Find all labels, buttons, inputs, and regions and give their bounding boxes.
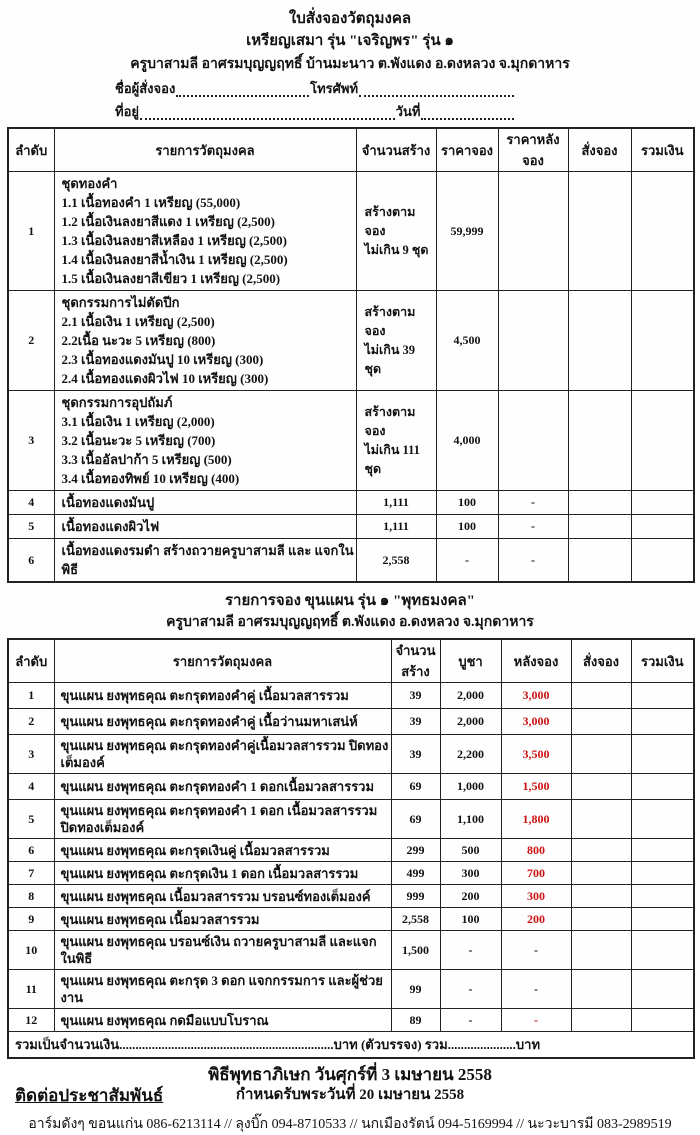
row-number-cell: 6: [8, 539, 54, 583]
item-line: ชุดกรรมการไม่ตัดปีก: [61, 295, 180, 310]
total-blank-cell: [631, 291, 694, 391]
order-blank-cell: [568, 172, 631, 291]
total-blank-cell: [631, 800, 694, 839]
quantity-cell: [356, 291, 436, 391]
item-line: เนื้อทองแดงรมดำ สร้างถวายครูบาสามลี และ แจกในพิธี: [61, 543, 354, 577]
order-blank-cell: [571, 735, 631, 774]
worship-price-cell: 2,200: [440, 735, 501, 774]
column-header: จำนวนสร้าง: [356, 128, 436, 172]
after-booking-price-cell: 3,000: [501, 709, 571, 735]
total-blank-cell: [631, 908, 694, 931]
contact-heading: ติดต่อประชาสัมพันธ์: [15, 1086, 164, 1105]
item-line: 3.4 เนื้อทองทิพย์ 10 เหรียญ (400): [61, 471, 240, 486]
after-booking-price-cell: 700: [501, 862, 571, 885]
after-booking-price-cell: 200: [501, 908, 571, 931]
table-row: [8, 391, 694, 491]
table-row: [8, 291, 694, 391]
address-label: ที่อยู่: [115, 104, 139, 119]
column-header: ราคาจอง: [436, 128, 498, 172]
quantity-cell: [356, 515, 436, 539]
item-cell: [54, 172, 356, 291]
quantity-line: สร้างตามจอง: [364, 204, 416, 238]
total-blank-cell: [631, 931, 694, 970]
item-cell: [54, 539, 356, 583]
row-number-cell: 2: [8, 291, 54, 391]
worship-price-cell: -: [440, 1009, 501, 1032]
table1-header: [8, 128, 694, 172]
quantity-cell: 1,500: [391, 931, 440, 970]
row-number-cell: 4: [8, 491, 54, 515]
order-blank-cell: [571, 683, 631, 709]
total-blank-cell: [631, 491, 694, 515]
quantity-line: 1,111: [383, 495, 409, 509]
total-blank-cell: [631, 839, 694, 862]
worship-price-cell: 300: [440, 862, 501, 885]
footer-section: [0, 1064, 700, 1135]
booking-price-cell: 4,500: [436, 291, 498, 391]
order-blank-cell: [571, 862, 631, 885]
item-line: 1.4 เนื้อเงินลงยาสีน้ำเงิน 1 เหรียญ (2,500): [61, 252, 288, 267]
ceremony-date-line: พิธีพุทธาภิเษก วันศุกร์ที่ 3 เมษายน 2558: [208, 1065, 492, 1084]
column-header: รายการวัตถุมงคล: [54, 639, 391, 683]
quantity-line: สร้างตามจอง: [364, 404, 416, 438]
after-booking-price-cell: -: [501, 970, 571, 1009]
column-header: รวมเงิน: [631, 639, 694, 683]
table-row: [8, 970, 694, 1009]
sum-row: [8, 1032, 694, 1059]
item-cell: ขุนแผน ยงพุทธคุณ กดมือแบบโบราณ: [54, 1009, 391, 1032]
row-number-cell: 10: [8, 931, 54, 970]
table-row: [8, 709, 694, 735]
item-line: 3.1 เนื้อเงิน 1 เหรียญ (2,000): [61, 414, 215, 429]
name-label: ชื่อผู้สั่งจอง: [115, 81, 176, 96]
quantity-cell: [356, 539, 436, 583]
row-number-cell: 11: [8, 970, 54, 1009]
after-booking-price-cell: 3,500: [501, 735, 571, 774]
after-booking-price-cell: -: [501, 1009, 571, 1032]
item-line: เนื้อทองแดงมันปู: [61, 495, 155, 510]
table-row: [8, 885, 694, 908]
order-blank-cell: [571, 908, 631, 931]
quantity-cell: 69: [391, 800, 440, 839]
total-blank-cell: [631, 970, 694, 1009]
order-blank-cell: [571, 839, 631, 862]
table2-body: [8, 683, 694, 1059]
table-row: [8, 491, 694, 515]
row-number-cell: 5: [8, 800, 54, 839]
order-blank-cell: [568, 539, 631, 583]
worship-price-cell: 2,000: [440, 683, 501, 709]
table-row: [8, 862, 694, 885]
item-cell: ขุนแผน ยงพุทธคุณ ตะกรุด 3 ดอก แจกกรรมการ และผู้ช่วยงาน: [54, 970, 391, 1009]
worship-price-cell: 1,100: [440, 800, 501, 839]
total-blank-cell: [631, 862, 694, 885]
booking-price-cell: 4,000: [436, 391, 498, 491]
item-line: 2.2เนื้อ นะวะ 5 เหรียญ (800): [61, 333, 216, 348]
after-booking-price-cell: 1,800: [501, 800, 571, 839]
table-row: [8, 172, 694, 291]
quantity-line: ไม่เกิน 111 ชุด: [364, 442, 420, 476]
booking-price-cell: 100: [436, 491, 498, 515]
row-number-cell: 12: [8, 1009, 54, 1032]
row-number-cell: 5: [8, 515, 54, 539]
quantity-cell: 39: [391, 683, 440, 709]
header-row: [8, 639, 694, 683]
table-row: [8, 1009, 694, 1032]
table-row: [8, 735, 694, 774]
quantity-cell: 299: [391, 839, 440, 862]
column-header: สั่งจอง: [568, 128, 631, 172]
item-line: ชุดทองคำ: [61, 176, 118, 191]
row-number-cell: 3: [8, 391, 54, 491]
row-number-cell: 1: [8, 172, 54, 291]
total-blank-cell: [631, 683, 694, 709]
total-blank-cell: [631, 539, 694, 583]
total-blank-cell: [631, 885, 694, 908]
quantity-cell: 2,558: [391, 908, 440, 931]
quantity-cell: 39: [391, 735, 440, 774]
quantity-cell: 999: [391, 885, 440, 908]
after-booking-price-cell: 1,500: [501, 774, 571, 800]
after-booking-price-cell: 300: [501, 885, 571, 908]
total-blank-cell: [631, 391, 694, 491]
item-cell: ขุนแผน ยงพุทธคุณ ตะกรุดทองคำ 1 ดอกเนื้อมวลสารรวม: [54, 774, 391, 800]
after-booking-price-cell: [498, 291, 568, 391]
phone-fill-line: [359, 85, 514, 97]
page-subtitle: เหรียญเสมา รุ่น "เจริญพร" รุ่น ๑: [246, 33, 454, 49]
column-header: จำนวนสร้าง: [391, 639, 440, 683]
order-table-khunphaen: [7, 638, 695, 1059]
table-row: [8, 683, 694, 709]
after-booking-price-cell: -: [498, 491, 568, 515]
table-row: [8, 515, 694, 539]
quantity-line: ไม่เกิน 39 ชุด: [364, 342, 416, 376]
item-line: 2.3 เนื้อทองแดงมันปู 10 เหรียญ (300): [61, 352, 264, 367]
item-cell: [54, 491, 356, 515]
quantity-cell: 89: [391, 1009, 440, 1032]
row-number-cell: 1: [8, 683, 54, 709]
booking-price-cell: -: [436, 539, 498, 583]
item-cell: ขุนแผน ยงพุทธคุณ เนื้อมวลสารรวม บรอนซ์ทองเต็มองค์: [54, 885, 391, 908]
order-blank-cell: [568, 291, 631, 391]
worship-price-cell: 100: [440, 908, 501, 931]
header-row: [8, 128, 694, 172]
order-table-coins: [7, 127, 695, 583]
order-blank-cell: [571, 1009, 631, 1032]
total-blank-cell: [631, 515, 694, 539]
worship-price-cell: -: [440, 970, 501, 1009]
quantity-cell: 69: [391, 774, 440, 800]
quantity-cell: 499: [391, 862, 440, 885]
after-booking-price-cell: 800: [501, 839, 571, 862]
item-line: 1.1 เนื้อทองคำ 1 เหรียญ (55,000): [61, 195, 241, 210]
item-cell: ขุนแผน ยงพุทธคุณ เนื้อมวลสารรวม: [54, 908, 391, 931]
item-line: 3.3 เนื้ออัลปาก้า 5 เหรียญ (500): [61, 452, 232, 467]
quantity-cell: [356, 491, 436, 515]
row-number-cell: 8: [8, 885, 54, 908]
table-row: [8, 539, 694, 583]
name-fill-line: [176, 85, 309, 97]
after-booking-price-cell: [498, 172, 568, 291]
address-fill-line: [140, 108, 395, 120]
table2-header: [8, 639, 694, 683]
table-row: [8, 931, 694, 970]
table2-subtitle: ครูบาสามลี อาศรมบุญญฤทธิ์ ต.พังแดง อ.ดงหลวง จ.มุกดาหาร: [166, 615, 534, 630]
item-line: 2.4 เนื้อทองแดงผิวไฟ 10 เหรียญ (300): [61, 371, 269, 386]
column-header: บูชา: [440, 639, 501, 683]
column-header: สั่งจอง: [571, 639, 631, 683]
item-cell: [54, 515, 356, 539]
row-number-cell: 4: [8, 774, 54, 800]
column-header: รวมเงิน: [631, 128, 694, 172]
quantity-line: 1,111: [383, 519, 409, 533]
booking-price-cell: 59,999: [436, 172, 498, 291]
order-blank-cell: [568, 391, 631, 491]
table-row: [8, 908, 694, 931]
worship-price-cell: 500: [440, 839, 501, 862]
column-header: รายการวัตถุมงคล: [54, 128, 356, 172]
date-fill-line: [421, 108, 514, 120]
table-row: [8, 839, 694, 862]
item-cell: ขุนแผน ยงพุทธคุณ ตะกรุดเงิน 1 ดอก เนื้อมวลสารรวม: [54, 862, 391, 885]
column-header: หลังจอง: [501, 639, 571, 683]
order-blank-cell: [571, 709, 631, 735]
name-phone-line: [115, 78, 515, 99]
worship-price-cell: 2,000: [440, 709, 501, 735]
item-cell: ขุนแผน ยงพุทธคุณ ตะกรุดทองคำ 1 ดอก เนื้อมวลสารรวม ปิดทองเต็มองค์: [54, 800, 391, 839]
quantity-cell: [356, 172, 436, 291]
item-cell: ขุนแผน ยงพุทธคุณ บรอนซ์เงิน ถวายครูบาสามลี และแจกในพิธี: [54, 931, 391, 970]
row-number-cell: 2: [8, 709, 54, 735]
page-title: ใบสั่งจองวัตถุมงคล: [288, 11, 412, 27]
after-booking-price-cell: -: [501, 931, 571, 970]
receive-date-line: กำหนดรับพระวันที่ 20 เมษายน 2558: [235, 1087, 465, 1103]
order-blank-cell: [571, 931, 631, 970]
sum-total-cell: รวมเป็นจำนวนเงิน..................................................................บาท (ตัวบรรจง) รวม.....................บาท: [8, 1032, 694, 1059]
order-blank-cell: [571, 885, 631, 908]
temple-line: ครูบาสามลี อาศรมบุญญฤทธิ์ บ้านมะนาว ต.พังแดง อ.ดงหลวง จ.มุกดาหาร: [130, 57, 570, 72]
order-blank-cell: [571, 800, 631, 839]
item-cell: ขุนแผน ยงพุทธคุณ ตะกรุดทองคำคู่ เนื้อว่านมหาเสน่ห์: [54, 709, 391, 735]
table-row: [8, 800, 694, 839]
item-line: 1.5 เนื้อเงินลงยาสีเขียว 1 เหรียญ (2,500): [61, 271, 281, 286]
phone-label: โทรศัพท์: [310, 81, 359, 96]
item-line: เนื้อทองแดงผิวไฟ: [61, 519, 160, 534]
row-number-cell: 6: [8, 839, 54, 862]
item-line: 2.1 เนื้อเงิน 1 เหรียญ (2,500): [61, 314, 215, 329]
contact-phones-line: อาร์มดังๆ ขอนแก่น 086-6213114 // ลุงบิ๊ก 094-8710533 // นกเมืองรัตน์ 094-5169994 // นะวะบารมี 083-2989519: [28, 1117, 672, 1132]
row-number-cell: 9: [8, 908, 54, 931]
quantity-line: 2,558: [382, 552, 410, 567]
after-booking-price-cell: -: [498, 515, 568, 539]
table-row: [8, 774, 694, 800]
item-cell: ขุนแผน ยงพุทธคุณ ตะกรุดทองคำคู่ เนื้อมวลสารรวม: [54, 683, 391, 709]
after-booking-price-cell: -: [498, 539, 568, 583]
total-blank-cell: [631, 1009, 694, 1032]
total-blank-cell: [631, 735, 694, 774]
item-cell: [54, 391, 356, 491]
column-header: ลำดับ: [8, 639, 54, 683]
item-cell: [54, 291, 356, 391]
quantity-cell: 39: [391, 709, 440, 735]
booking-price-cell: 100: [436, 515, 498, 539]
date-label: วันที่: [395, 104, 421, 119]
order-blank-cell: [571, 774, 631, 800]
table2-title: รายการจอง ขุนแผน รุ่น ๑ "พุทธมงคล": [224, 593, 476, 609]
quantity-line: สร้างตามจอง: [364, 304, 416, 338]
table1-body: [8, 172, 694, 583]
worship-price-cell: -: [440, 931, 501, 970]
quantity-line: ไม่เกิน 9 ชุด: [364, 242, 429, 257]
address-date-line: [115, 101, 515, 122]
after-booking-price-cell: 3,000: [501, 683, 571, 709]
order-blank-cell: [568, 491, 631, 515]
column-header: ลำดับ: [8, 128, 54, 172]
item-cell: ขุนแผน ยงพุทธคุณ ตะกรุดเงินคู่ เนื้อมวลสารรวม: [54, 839, 391, 862]
item-line: 3.2 เนื้อนะวะ 5 เหรียญ (700): [61, 433, 216, 448]
row-number-cell: 7: [8, 862, 54, 885]
column-header: ราคาหลังจอง: [498, 128, 568, 172]
item-line: 1.3 เนื้อเงินลงยาสีเหลือง 1 เหรียญ (2,500): [61, 233, 287, 248]
total-blank-cell: [631, 709, 694, 735]
quantity-cell: 99: [391, 970, 440, 1009]
worship-price-cell: 1,000: [440, 774, 501, 800]
after-booking-price-cell: [498, 391, 568, 491]
worship-price-cell: 200: [440, 885, 501, 908]
total-blank-cell: [631, 774, 694, 800]
order-blank-cell: [568, 515, 631, 539]
order-blank-cell: [571, 970, 631, 1009]
item-cell: ขุนแผน ยงพุทธคุณ ตะกรุดทองคำคู่เนื้อมวลสารรวม ปิดทองเต็มองค์: [54, 735, 391, 774]
total-blank-cell: [631, 172, 694, 291]
row-number-cell: 3: [8, 735, 54, 774]
item-line: ชุดกรรมการอุปถัมภ์: [61, 395, 173, 410]
quantity-cell: [356, 391, 436, 491]
item-line: 1.2 เนื้อเงินลงยาสีแดง 1 เหรียญ (2,500): [61, 214, 275, 229]
